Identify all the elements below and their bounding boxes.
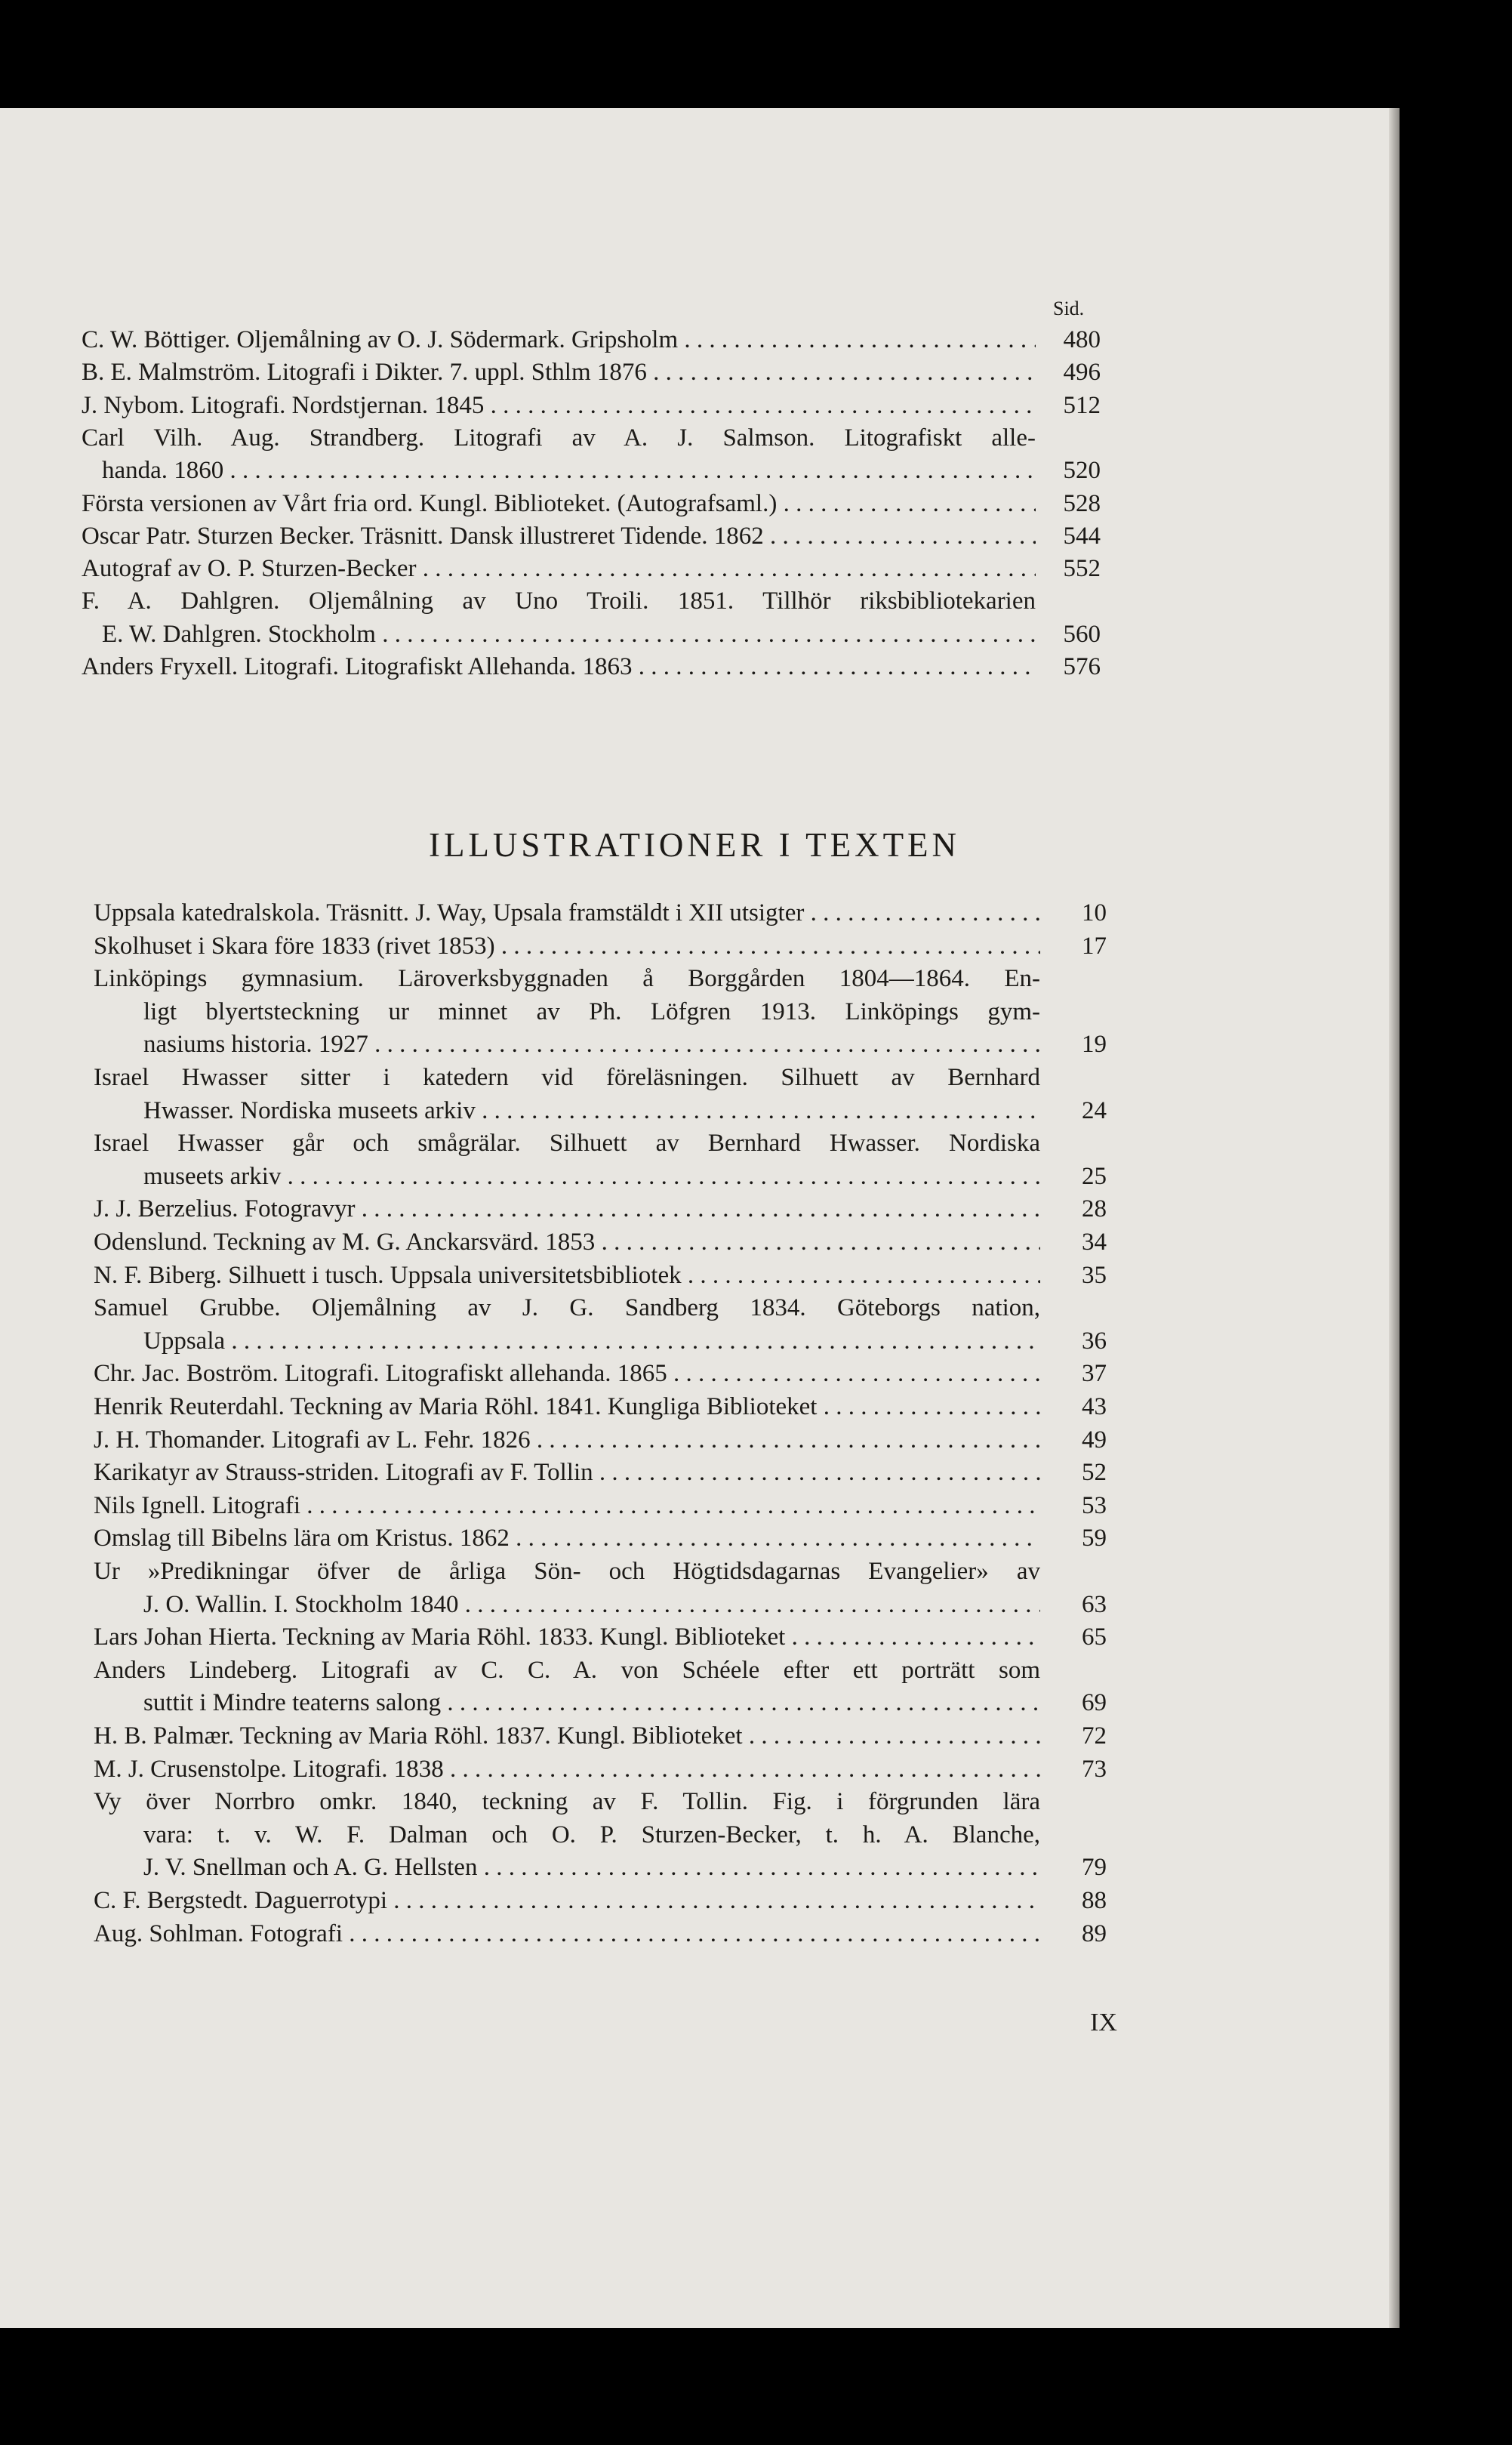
dot-leader	[633, 653, 1036, 680]
plates-page-ref: 544	[1063, 522, 1101, 550]
illustrations-page-ref: 28	[1082, 1195, 1107, 1223]
dot-leader	[777, 490, 1036, 517]
illustrations-page-ref: 52	[1082, 1459, 1107, 1487]
dot-leader	[223, 457, 1036, 484]
illustrations-entry-line: Uppsala katedralskola. Träsnitt. J. Way, Upsala framstäldt i XII utsigter . . . .	[94, 899, 1040, 927]
illustrations-entry-line: vara: t. v. W. F. Dalman och O. P. Sturzen-Becker, t. h. A. Blanche,	[143, 1821, 1040, 1848]
illustrations-page-ref: 65	[1082, 1623, 1107, 1651]
illustrations-entry-line: ligt blyertsteckning ur minnet av Ph. Löfgren 1913. Linköpings gym-	[143, 997, 1040, 1025]
illustrations-entry-line: Skolhuset i Skara före 1833 (rivet 1853) . . .	[94, 933, 1040, 960]
plates-page-ref: 560	[1063, 620, 1101, 648]
plates-page-ref: 480	[1063, 326, 1101, 353]
illustrations-entry-line: Odenslund. Teckning av M. G. Anckarsvärd. 1853 . . .	[94, 1229, 1040, 1256]
illustrations-entry-line: Lars Johan Hierta. Teckning av Maria Röhl. 1833. Kungl. Biblioteket . . . .	[94, 1623, 1040, 1651]
dot-leader	[343, 1920, 1040, 1947]
illustrations-page-ref: 25	[1082, 1162, 1107, 1190]
illustrations-entry-line: Karikatyr av Strauss-striden. Litografi av F. Tollin . . .	[94, 1459, 1040, 1486]
illustrations-entry-line: Chr. Jac. Boström. Litografi. Litografiskt allehanda. 1865 . . .	[94, 1360, 1040, 1387]
illustrations-page-ref: 10	[1082, 899, 1107, 927]
illustrations-entry-line: Omslag till Bibelns lära om Kristus. 1862 . . .	[94, 1525, 1040, 1552]
plates-page-ref: 528	[1063, 489, 1101, 517]
dot-leader	[300, 1492, 1040, 1519]
dot-leader	[531, 1426, 1040, 1454]
dot-leader	[441, 1689, 1040, 1716]
illustrations-entry-line: Ur »Predikningar öfver de årliga Sön- och Högtidsdagarnas Evangelier» av	[94, 1558, 1040, 1585]
illustrations-page-ref: 37	[1082, 1360, 1107, 1388]
illustrations-entry-line: J. H. Thomander. Litografi av L. Fehr. 1826 . . .	[94, 1426, 1040, 1454]
dot-leader	[682, 1262, 1040, 1289]
dot-leader	[667, 1360, 1040, 1387]
illustrations-entry-line: Israel Hwasser sitter i katedern vid föreläsningen. Silhuett av Bernhard	[94, 1064, 1040, 1091]
dot-leader	[595, 1229, 1040, 1256]
illustrations-page-ref: 17	[1082, 932, 1107, 960]
dot-leader	[743, 1722, 1040, 1750]
dot-leader	[444, 1756, 1040, 1783]
illustrations-entry-line: Nils Ignell. Litografi . . .	[94, 1492, 1040, 1519]
illustrations-entry-line: C. F. Bergstedt. Daguerrotypi . . .	[94, 1887, 1040, 1914]
illustrations-entry-line: Anders Lindeberg. Litografi av C. C. A. von Schéele efter ett porträtt som	[94, 1656, 1040, 1684]
illustrations-page-ref: 34	[1082, 1229, 1107, 1256]
illustrations-page-ref: 79	[1082, 1854, 1107, 1882]
plates-entry-line: F. A. Dahlgren. Oljemålning av Uno Troili. 1851. Tillhör riksbibliotekarien	[82, 587, 1036, 615]
plates-entry-line: B. E. Malmström. Litografi i Dikter. 7. uppl. Sthlm 1876 . . .	[82, 359, 1036, 386]
plates-entry-line: Carl Vilh. Aug. Strandberg. Litografi av A. J. Salmson. Litografiskt alle-	[82, 424, 1036, 452]
dot-leader	[368, 1031, 1040, 1058]
plates-page-ref: 520	[1063, 457, 1101, 485]
sid-label: Sid.	[1053, 298, 1085, 319]
dot-leader	[458, 1591, 1040, 1618]
dot-leader	[376, 621, 1036, 648]
dot-leader	[593, 1459, 1040, 1486]
dot-leader	[817, 899, 1040, 927]
illustrations-entry-line: J. O. Wallin. I. Stockholm 1840 . . .	[143, 1591, 1040, 1618]
illustrations-page-ref: 53	[1082, 1491, 1107, 1519]
illustrations-page-ref: 63	[1082, 1590, 1107, 1618]
illustrations-entry-line: Linköpings gymnasium. Läroverksbyggnaden å Borggården 1804—1864. En-	[94, 965, 1040, 993]
illustrations-entry-line: museets arkiv . . .	[143, 1163, 1040, 1190]
illustrations-page-ref: 43	[1082, 1393, 1107, 1420]
section-title: ILLUSTRATIONER I TEXTEN	[428, 826, 961, 864]
dot-leader	[678, 326, 1036, 353]
dot-leader	[387, 1887, 1040, 1914]
illustrations-page-ref: 24	[1082, 1096, 1107, 1124]
dot-leader	[764, 523, 1036, 550]
illustrations-entry-line: Hwasser. Nordiska museets arkiv . . .	[143, 1097, 1040, 1124]
illustrations-entry-line: Israel Hwasser går och smågrälar. Silhuett av Bernhard Hwasser. Nordiska	[94, 1130, 1040, 1158]
illustrations-page-ref: 35	[1082, 1261, 1107, 1289]
illustrations-entry-line: Henrik Reuterdahl. Teckning av Maria Röhl. 1841. Kungliga Biblioteket . . . .	[94, 1393, 1040, 1420]
illustrations-entry-line: Vy över Norrbro omkr. 1840, teckning av F. Tollin. Fig. i förgrunden lära	[94, 1788, 1040, 1816]
illustrations-page-ref: 19	[1082, 1031, 1107, 1059]
dot-leader	[477, 1854, 1040, 1881]
page-edge	[1389, 108, 1400, 2328]
illustrations-entry-line: nasiums historia. 1927 . . .	[143, 1031, 1040, 1058]
illustrations-page-ref: 72	[1082, 1722, 1107, 1750]
dot-leader	[355, 1195, 1040, 1222]
illustrations-entry-line: J. V. Snellman och A. G. Hellsten . . .	[143, 1854, 1040, 1881]
dot-leader	[225, 1327, 1040, 1355]
illustrations-page-ref: 49	[1082, 1426, 1107, 1454]
plates-entry-line: Anders Fryxell. Litografi. Litografiskt Allehanda. 1863 . . .	[82, 653, 1036, 680]
illustrations-entry-line: Uppsala . . .	[143, 1327, 1040, 1355]
dot-leader	[830, 1393, 1040, 1420]
illustrations-entry-line: H. B. Palmær. Teckning av Maria Röhl. 1837. Kungl. Biblioteket . . .	[94, 1722, 1040, 1750]
illustrations-page-ref: 88	[1082, 1887, 1107, 1914]
plates-entry-line: C. W. Böttiger. Oljemålning av O. J. Södermark. Gripsholm . . .	[82, 326, 1036, 353]
page-number: IX	[1090, 2009, 1117, 2036]
plates-entry-line: J. Nybom. Litografi. Nordstjernan. 1845 . . .	[82, 392, 1036, 419]
plates-page-ref: 576	[1063, 653, 1101, 680]
plates-entry-line: Autograf av O. P. Sturzen-Becker . . .	[82, 555, 1036, 582]
illustrations-entry-line: J. J. Berzelius. Fotogravyr . . .	[94, 1195, 1040, 1222]
dot-leader	[495, 933, 1040, 960]
dot-leader	[281, 1163, 1040, 1190]
illustrations-page-ref: 36	[1082, 1327, 1107, 1355]
illustrations-entry-line: M. J. Crusenstolpe. Litografi. 1838 . . .	[94, 1756, 1040, 1783]
plates-entry-line: E. W. Dahlgren. Stockholm . . .	[102, 621, 1036, 648]
plates-page-ref: 496	[1063, 359, 1101, 387]
illustrations-entry-line: suttit i Mindre teaterns salong . . .	[143, 1689, 1040, 1716]
plates-page-ref: 552	[1063, 555, 1101, 583]
illustrations-entry-line: N. F. Biberg. Silhuett i tusch. Uppsala universitetsbibliotek . . .	[94, 1262, 1040, 1289]
plates-entry-line: Oscar Patr. Sturzen Becker. Träsnitt. Dansk illustreret Tidende. 1862 . . .	[82, 523, 1036, 550]
plates-page-ref: 512	[1063, 391, 1101, 419]
dot-leader	[417, 555, 1036, 582]
dot-leader	[510, 1525, 1040, 1552]
illustrations-page-ref: 59	[1082, 1525, 1107, 1552]
illustrations-page-ref: 89	[1082, 1919, 1107, 1947]
dot-leader	[647, 359, 1036, 386]
illustrations-page-ref: 69	[1082, 1689, 1107, 1717]
dot-leader	[798, 1623, 1040, 1651]
illustrations-entry-line: Samuel Grubbe. Oljemålning av J. G. Sandberg 1834. Göteborgs nation,	[94, 1294, 1040, 1322]
plates-entry-line: Första versionen av Vårt fria ord. Kungl. Biblioteket. (Autografsaml.) . . .	[82, 490, 1036, 517]
illustrations-page-ref: 73	[1082, 1755, 1107, 1783]
dot-leader	[484, 392, 1036, 419]
illustrations-entry-line: Aug. Sohlman. Fotografi . . .	[94, 1920, 1040, 1947]
dot-leader	[476, 1097, 1040, 1124]
plates-entry-line: handa. 1860 . . .	[102, 457, 1036, 484]
